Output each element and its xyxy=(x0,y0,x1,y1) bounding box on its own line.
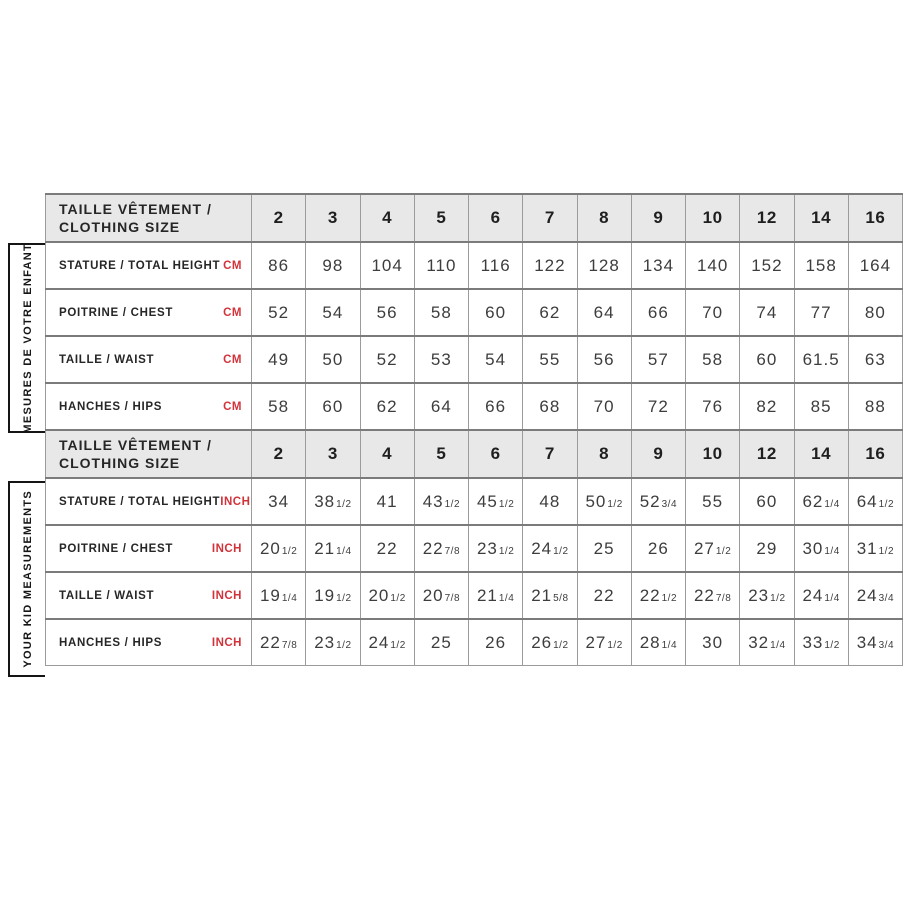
measurement-value: 22 xyxy=(360,525,414,572)
measurement-value: 55 xyxy=(523,336,577,383)
measurement-value: 52 xyxy=(252,289,306,336)
measurement-value: 66 xyxy=(469,383,523,430)
measurement-value: 62 xyxy=(360,383,414,430)
unit-label: CM xyxy=(223,400,242,413)
size-column-header: 6 xyxy=(469,430,523,478)
unit-label: CM xyxy=(223,259,242,272)
measure-name: STATURE / TOTAL HEIGHT xyxy=(59,495,221,508)
measurement-value: 231/2 xyxy=(740,572,794,619)
size-column-header: 10 xyxy=(686,430,740,478)
measurement-value: 207/8 xyxy=(414,572,468,619)
measurement-value: 50 xyxy=(306,336,360,383)
size-column-header: 5 xyxy=(414,194,468,242)
measurement-value: 29 xyxy=(740,525,794,572)
table-row xyxy=(46,525,903,572)
measurement-value: 86 xyxy=(252,242,306,289)
measurement-value: 26 xyxy=(469,619,523,666)
measurement-value: 30 xyxy=(686,619,740,666)
size-column-header: 16 xyxy=(848,194,902,242)
measure-row-label xyxy=(46,336,252,383)
measurement-value: 63 xyxy=(848,336,902,383)
measurement-value: 64 xyxy=(577,289,631,336)
measurement-value: 25 xyxy=(577,525,631,572)
measurement-value: 241/4 xyxy=(794,572,848,619)
table-row xyxy=(46,242,903,289)
measurement-value: 110 xyxy=(414,242,468,289)
measurement-value: 321/4 xyxy=(740,619,794,666)
table-row xyxy=(46,478,903,525)
measure-row-label xyxy=(46,525,252,572)
size-column-header: 2 xyxy=(252,430,306,478)
measurement-value: 227/8 xyxy=(686,572,740,619)
measurement-value: 68 xyxy=(523,383,577,430)
measurement-value: 241/2 xyxy=(360,619,414,666)
measurement-value: 271/2 xyxy=(577,619,631,666)
measurement-value: 55 xyxy=(686,478,740,525)
measure-row-label xyxy=(46,619,252,666)
size-column-header: 8 xyxy=(577,430,631,478)
measurement-value: 70 xyxy=(577,383,631,430)
measurement-value: 243/4 xyxy=(848,572,902,619)
unit-label: INCH xyxy=(220,495,251,508)
measurement-value: 231/2 xyxy=(469,525,523,572)
measurement-value: 60 xyxy=(740,478,794,525)
inch-section-bracket xyxy=(8,481,45,677)
measurement-value: 140 xyxy=(686,242,740,289)
measurement-value: 152 xyxy=(740,242,794,289)
measurement-value: 201/2 xyxy=(360,572,414,619)
size-column-header: 12 xyxy=(740,194,794,242)
measurement-value: 381/2 xyxy=(306,478,360,525)
measurement-value: 311/2 xyxy=(848,525,902,572)
measure-name: STATURE / TOTAL HEIGHT xyxy=(59,259,221,272)
measurement-value: 122 xyxy=(523,242,577,289)
measure-name: TAILLE / WAIST xyxy=(59,589,155,602)
size-column-header: 14 xyxy=(794,430,848,478)
measurement-value: 191/4 xyxy=(252,572,306,619)
measurement-value: 52 xyxy=(360,336,414,383)
measurement-value: 191/2 xyxy=(306,572,360,619)
measure-row-label xyxy=(46,289,252,336)
measure-name: POITRINE / CHEST xyxy=(59,542,174,555)
measurement-value: 64 xyxy=(414,383,468,430)
unit-label: INCH xyxy=(211,542,242,555)
size-table xyxy=(45,193,903,666)
unit-label: CM xyxy=(223,353,242,366)
measurement-value: 227/8 xyxy=(252,619,306,666)
size-column-header: 5 xyxy=(414,430,468,478)
size-column-header: 12 xyxy=(740,430,794,478)
measurement-value: 227/8 xyxy=(414,525,468,572)
measure-name: TAILLE / WAIST xyxy=(59,353,155,366)
size-column-header: 3 xyxy=(306,194,360,242)
measurement-value: 34 xyxy=(252,478,306,525)
measurement-value: 54 xyxy=(306,289,360,336)
clothing-size-header-inch: TAILLE VÊTEMENT / CLOTHING SIZE xyxy=(46,430,252,478)
measurement-value: 231/2 xyxy=(306,619,360,666)
table-row xyxy=(46,619,903,666)
measurement-value: 58 xyxy=(252,383,306,430)
measurement-value: 88 xyxy=(848,383,902,430)
size-column-header: 7 xyxy=(523,194,577,242)
measurement-value: 54 xyxy=(469,336,523,383)
table-row xyxy=(46,336,903,383)
measurement-value: 343/4 xyxy=(848,619,902,666)
size-column-header: 7 xyxy=(523,430,577,478)
measurement-value: 41 xyxy=(360,478,414,525)
table-row xyxy=(46,289,903,336)
measurement-value: 331/2 xyxy=(794,619,848,666)
measurement-value: 158 xyxy=(794,242,848,289)
measurement-value: 85 xyxy=(794,383,848,430)
measurement-value: 215/8 xyxy=(523,572,577,619)
measurement-value: 48 xyxy=(523,478,577,525)
measurement-value: 261/2 xyxy=(523,619,577,666)
size-column-header: 14 xyxy=(794,194,848,242)
measurement-value: 72 xyxy=(631,383,685,430)
measurement-value: 56 xyxy=(360,289,414,336)
measurement-value: 451/2 xyxy=(469,478,523,525)
measure-row-label xyxy=(46,383,252,430)
clothing-size-header-cm: TAILLE VÊTEMENT / CLOTHING SIZE xyxy=(46,194,252,242)
measurement-value: 501/2 xyxy=(577,478,631,525)
size-column-header: 10 xyxy=(686,194,740,242)
measurement-value: 104 xyxy=(360,242,414,289)
measurement-value: 26 xyxy=(631,525,685,572)
measurement-value: 56 xyxy=(577,336,631,383)
cm-section-bracket xyxy=(8,243,45,433)
measurement-value: 74 xyxy=(740,289,794,336)
measurement-value: 211/4 xyxy=(306,525,360,572)
inch-section-side-label: YOUR KID MEASUREMENTS xyxy=(21,490,34,668)
measurement-value: 128 xyxy=(577,242,631,289)
measurement-value: 57 xyxy=(631,336,685,383)
measurement-value: 211/4 xyxy=(469,572,523,619)
measurement-value: 116 xyxy=(469,242,523,289)
measurement-value: 281/4 xyxy=(631,619,685,666)
measure-row-label xyxy=(46,242,252,289)
size-column-header: 9 xyxy=(631,430,685,478)
measurement-value: 271/2 xyxy=(686,525,740,572)
measure-name: HANCHES / HIPS xyxy=(59,636,163,649)
measure-row-label xyxy=(46,478,252,525)
measurement-value: 76 xyxy=(686,383,740,430)
size-column-header: 8 xyxy=(577,194,631,242)
measure-name: POITRINE / CHEST xyxy=(59,306,174,319)
table-row xyxy=(46,572,903,619)
measurement-value: 61.5 xyxy=(794,336,848,383)
measurement-value: 641/2 xyxy=(848,478,902,525)
measurement-value: 58 xyxy=(414,289,468,336)
measurement-value: 60 xyxy=(740,336,794,383)
size-column-header: 3 xyxy=(306,430,360,478)
measurement-value: 22 xyxy=(577,572,631,619)
measurement-value: 134 xyxy=(631,242,685,289)
measurement-value: 53 xyxy=(414,336,468,383)
measurement-value: 80 xyxy=(848,289,902,336)
measurement-value: 62 xyxy=(523,289,577,336)
measurement-value: 66 xyxy=(631,289,685,336)
measurement-value: 201/2 xyxy=(252,525,306,572)
size-column-header: 9 xyxy=(631,194,685,242)
measurement-value: 77 xyxy=(794,289,848,336)
measure-row-label xyxy=(46,572,252,619)
measurement-value: 60 xyxy=(306,383,360,430)
measurement-value: 621/4 xyxy=(794,478,848,525)
table-row xyxy=(46,383,903,430)
measurement-value: 241/2 xyxy=(523,525,577,572)
size-column-header: 6 xyxy=(469,194,523,242)
unit-label: INCH xyxy=(211,589,242,602)
size-column-header: 4 xyxy=(360,430,414,478)
size-column-header: 16 xyxy=(848,430,902,478)
measurement-value: 98 xyxy=(306,242,360,289)
measurement-value: 523/4 xyxy=(631,478,685,525)
unit-label: INCH xyxy=(211,636,242,649)
measurement-value: 70 xyxy=(686,289,740,336)
cm-section-side-label: MESURES DE VOTRE ENFANT xyxy=(21,242,34,434)
measurement-value: 82 xyxy=(740,383,794,430)
measurement-value: 58 xyxy=(686,336,740,383)
measurement-value: 221/2 xyxy=(631,572,685,619)
unit-label: CM xyxy=(223,306,242,319)
size-column-header: 2 xyxy=(252,194,306,242)
measurement-value: 60 xyxy=(469,289,523,336)
measurement-value: 164 xyxy=(848,242,902,289)
measurement-value: 49 xyxy=(252,336,306,383)
size-column-header: 4 xyxy=(360,194,414,242)
measure-name: HANCHES / HIPS xyxy=(59,400,163,413)
measurement-value: 301/4 xyxy=(794,525,848,572)
measurement-value: 431/2 xyxy=(414,478,468,525)
measurement-value: 25 xyxy=(414,619,468,666)
